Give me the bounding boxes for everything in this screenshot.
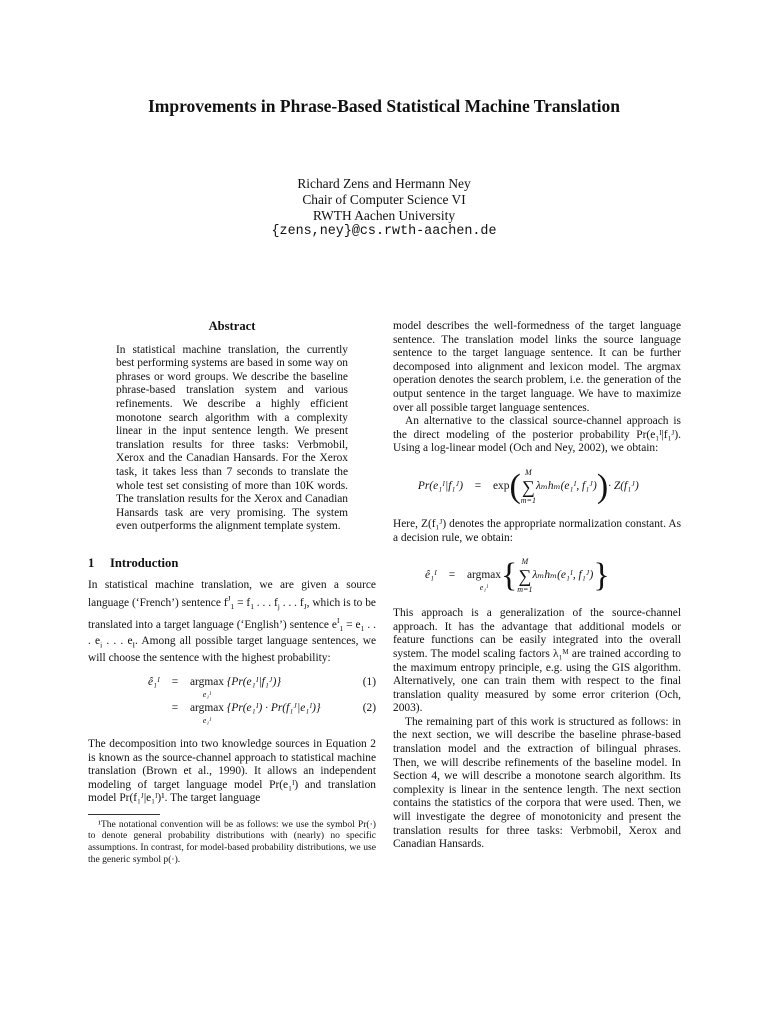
close-paren: ) [596,467,609,505]
author-email: {zens,ney}@cs.rwth-aachen.de [271,224,497,239]
sum-term: λₘhₘ(e₁ᴵ, f₁ᴶ) [535,480,597,493]
argmax-operator: argmax e₁ᴵ [190,675,224,699]
right-paragraph-3: Here, Z(f₁ᴶ) denotes the appropriate normalization constant. As a decision rule, we obtain: [393,517,681,544]
equation-decision-rule [393,557,681,595]
equation-lhs: ê₁ᴵ [425,569,437,582]
right-paragraph-4: This approach is a generalization of the source-channel approach. It has the advantage that additional models or feature functions can be easily integrated into the overall system. The model scaling factors λ₁ᴹ are trained according to the maximum entropy principle, e.g. using the GIS algorithm. Alternatively, one can train them with respect to the final translation quality measured by some error criterion (Och, 2003). [393,607,681,715]
equation-operator: = [448,569,456,582]
equation-operator: = [171,675,179,688]
abstract-text: In statistical machine translation, the currently best performing systems are based in some way on phrases or word groups. We describe the baseline phrase-based translation system and various refinements. We describe a highly efficient monotone search algorithm with a complexity linear in the input sentence length. We present translation results for three tasks: Verbmobil, Xerox and the Canadian Hansards. For the Xerox task, it takes less than 7 seconds to translate the whole test set consisting of more than 10K words. The translation results for the Xerox and Canadian Hansards task are very promising. The system even outperforms the alignment template system. [116,343,348,533]
equation-operator: = [171,701,179,714]
exp-operator: exp [493,480,510,493]
section-heading-introduction [88,557,376,571]
close-brace: } [593,557,610,595]
footnote: ¹The notational convention will be as follows: we use the symbol Pr(·) to denote general probability distributions with (nearly) no specific assumptions. In contrast, for model-based probability distributions, we use the generic symbol p(·). [88,818,376,865]
equation-rhs: {Pr(e₁ᴵ) · Pr(f₁ᴶ|e₁ᴵ)} [226,701,321,714]
equation-block-1-2 [88,676,376,728]
footnote-divider [88,814,160,815]
intro-paragraph-1: In statistical machine translation, we are given a source language (‘French’) sentence $f^J_1 = f_1$ . . . $f_j$ . . . $f_J$, which is to be translated into a target language (‘English’) sentence $e^I_1 = e_1$ . . . $e_i$ . . . $e_I$. Among all possible target language sentences, we will choose the sentence with the highest probability: [88,578,376,665]
right-column [393,320,681,852]
open-paren: ( [509,467,521,505]
left-column [88,320,376,865]
argmax-operator: argmax e₁ᴵ [467,569,501,593]
equation-lhs: Pr(e₁ᴵ|f₁ᴶ) [417,480,463,493]
intro-paragraph-2: The decomposition into two knowledge sources in Equation 2 is known as the source-channel approach to statistical machine translation (Brown et al., 1990). It allows an independent modeling of target language model Pr(e₁ᴵ) and translation model Pr(f₁ᴶ|e₁ᴵ)¹. The target language [88,737,376,805]
section-number: 1 [88,555,95,570]
paper-title: Improvements in Phrase-Based Statistical Machine Translation [147,96,620,116]
author-university: RWTH Aachen University [312,208,456,223]
abstract-heading: Abstract [208,319,256,333]
equation-log-linear [393,468,681,506]
sum-operator: M ∑ m=1 [520,467,536,505]
open-brace: { [500,557,518,595]
equation-operator: = [474,480,482,493]
author-department: Chair of Computer Science VI [302,192,466,207]
sum-term: λₘhₘ(e₁ᴵ, f₁ᴶ) [532,569,594,582]
equation-number: (1) [362,675,376,688]
equation-2 [88,702,376,728]
section-title: Introduction [110,555,179,570]
author-names: Richard Zens and Hermann Ney [297,176,471,191]
equation-lhs: ê₁ᴵ [148,675,160,688]
sum-operator: M ∑ m=1 [517,557,533,595]
argmax-operator: argmax e₁ᴵ [190,701,224,725]
right-paragraph-2: An alternative to the classical source-channel approach is the direct modeling of the posterior probability Pr(e₁ᴵ|f₁ᴶ). Using a log-linear model (Och and Ney, 2002), we obtain: [393,415,681,455]
right-paragraph-5: The remaining part of this work is structured as follows: in the next section, we will describe the baseline phrase-based translation model and the extraction of bilingual phrases. Then, we will describe refinements of the baseline model. In Section 4, we will describe a monotone search algorithm. Its complexity is linear in the sentence length. The next section contains the statistics of the corpora that were used. Then, we will investigate the degree of monotonicity and present the translation results for three tasks: Verbmobil, Xerox and Canadian Hansards. [393,715,681,851]
equation-number: (2) [362,701,376,714]
author-block [0,176,768,240]
equation-1 [88,676,376,702]
equation-tail: · Z(f₁ᴶ) [608,480,639,493]
equation-rhs: {Pr(e₁ᴵ|f₁ᴶ)} [226,675,282,688]
right-paragraph-1: model describes the well-formedness of the target language sentence. The translation model links the source language sentence to the target language sentence. It can be further decomposed into alignment and lexicon model. The argmax operation denotes the search problem, i.e. the generation of the output sentence in the target language. We have to maximize over all possible target language sentences. [393,320,681,414]
